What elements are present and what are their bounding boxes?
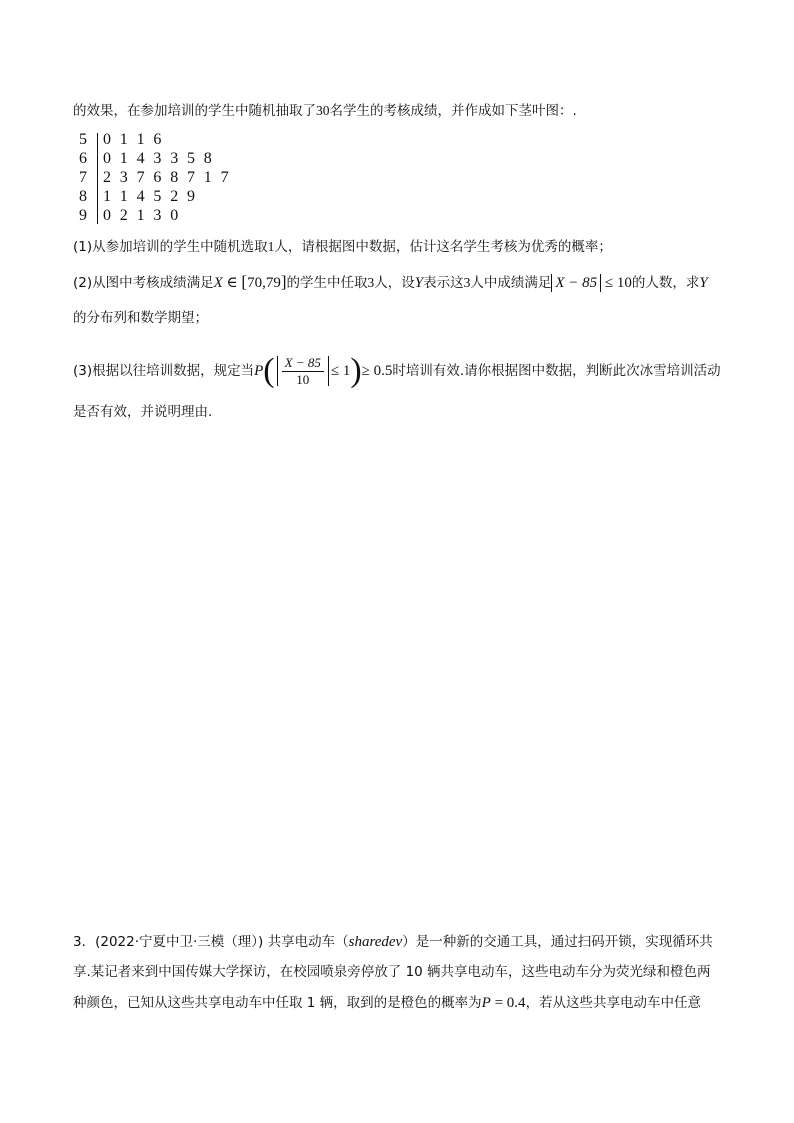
q1-text-b: 人，请根据图中数据，估计这名学生考核为优秀的概率；: [274, 239, 612, 255]
leaf: 1: [136, 207, 145, 224]
leaf: 0: [103, 150, 111, 167]
intro-text: 的效果，在参加培训的学生中随机抽取了: [73, 103, 316, 119]
leaf: 1: [119, 131, 128, 148]
p3-text-d: ，若从这些共享电动车中任意: [525, 995, 702, 1011]
stem-value: 8: [79, 188, 87, 205]
leaf: 6: [153, 131, 162, 148]
problem-3-line-2: [73, 962, 711, 982]
leaf: 1: [119, 150, 128, 167]
intro-text-end: 名学生的考核成绩，并作成如下茎叶图：.: [329, 103, 577, 119]
leaf: 2: [119, 207, 128, 224]
fraction-numerator: X − 85: [282, 355, 324, 372]
leaf: 1: [136, 131, 145, 148]
question-2: [73, 272, 708, 293]
paren-left: (: [263, 352, 275, 389]
q2-number: 3: [367, 275, 375, 290]
var-x: X: [213, 275, 223, 291]
leaf: 7: [136, 169, 145, 186]
stem-value: 6: [79, 150, 87, 167]
leaf: 8: [170, 169, 179, 186]
leaf: 2: [103, 169, 111, 186]
q2-text-d: 表示这: [423, 275, 464, 291]
q1-number: 1: [267, 239, 275, 254]
p3-line-2: 享.某记者来到中国传媒大学探访，在校园喷泉旁停放了 10 辆共享电动车，这些电动车分为荧光绿和橙色两: [73, 964, 711, 980]
leaf: 3: [153, 207, 162, 224]
q3-text-b: 时培训有效.请你根据图中数据，判断此次冰雪培训活动: [392, 363, 721, 379]
leaf: 4: [136, 150, 145, 167]
leaf: 1: [103, 188, 111, 205]
inequality-le1: ≤ 1: [330, 363, 351, 379]
leaf: 2: [170, 188, 179, 205]
q2-text-e: 人中成绩满足: [470, 275, 552, 291]
inequality-ge: ≥ 0.5: [361, 363, 393, 379]
problem-3-line-1: [73, 932, 713, 952]
leaf: 3: [153, 150, 162, 167]
leaf: 0: [170, 207, 179, 224]
stem-value: 9: [79, 207, 87, 224]
question-1: [73, 237, 612, 257]
leaf-values: [103, 149, 221, 168]
bracket-right: ]: [280, 272, 287, 291]
paren-right: ): [350, 352, 362, 389]
abs-bar-right: [328, 356, 329, 386]
sharedev-term: sharedev: [348, 934, 403, 950]
stem-value: 5: [79, 131, 87, 148]
leaf-values: [103, 206, 187, 225]
inequality: ≤ 10: [601, 275, 632, 291]
leaf: 5: [186, 150, 195, 167]
var-y: Y: [414, 275, 424, 291]
problem-3-line-3: [73, 993, 701, 1013]
stem-value: 7: [79, 169, 87, 186]
leaf: 4: [136, 188, 145, 205]
question-3-line-2: [73, 402, 212, 422]
leaf: 0: [103, 131, 111, 148]
leaf-values: [103, 187, 204, 206]
p3-prob-p: P: [481, 995, 491, 1011]
leaf: 1: [203, 169, 212, 186]
interval: 70,79: [247, 275, 281, 291]
leaf: 6: [153, 169, 162, 186]
sample-size: 30: [316, 103, 330, 118]
leaf: 7: [220, 169, 229, 186]
p3-text-c: 种颜色，已知从这些共享电动车中任取 1 辆，取到的是橙色的概率为: [73, 995, 482, 1011]
abs-bar-left: [277, 356, 278, 386]
leaf: 3: [119, 169, 128, 186]
q2-text-c: 人，设: [374, 275, 415, 291]
question-3: [73, 354, 721, 388]
leaf: 5: [153, 188, 162, 205]
intro-line: [73, 101, 577, 121]
p3-text-a: 3．(2022·宁夏中卫·三模（理）) 共享电动车（: [73, 934, 349, 950]
q1-text-a: (1)从参加培训的学生中随机选取: [73, 239, 268, 255]
p3-text-b: ）是一种新的交通工具，通过扫码开锁，实现循环共: [402, 934, 713, 950]
fraction-denominator: 10: [296, 371, 310, 387]
leaf-values: [103, 130, 170, 149]
q2-text-a: (2)从图中考核成绩满足: [73, 275, 214, 291]
leaf: 7: [186, 169, 195, 186]
fraction: [282, 355, 324, 388]
q3-text-a: (3)根据以往培训数据，规定当: [73, 363, 255, 379]
abs-expression: X − 85: [551, 274, 601, 292]
question-2-line-2: [73, 308, 208, 328]
q2-text-b: 的学生中任取: [286, 275, 368, 291]
element-of: ∈: [222, 275, 242, 291]
leaf: 3: [170, 150, 179, 167]
var-y-2: Y: [699, 275, 708, 291]
leaf-values: [103, 168, 237, 187]
stem-leaf-divider: [97, 133, 98, 224]
q2-text-f: 的人数，求: [631, 275, 700, 291]
prob-p: P: [254, 363, 264, 379]
p3-prob-value: = 0.4: [490, 995, 526, 1011]
leaf: 0: [103, 207, 111, 224]
q2-line-2: 的分布列和数学期望；: [73, 310, 208, 326]
q3-line-2: 是否有效，并说明理由.: [73, 404, 213, 420]
bracket-left: [: [241, 272, 248, 291]
leaf: 8: [203, 150, 212, 167]
leaf: 1: [119, 188, 128, 205]
leaf: 9: [186, 188, 195, 205]
q2-number-2: 3: [463, 275, 471, 290]
